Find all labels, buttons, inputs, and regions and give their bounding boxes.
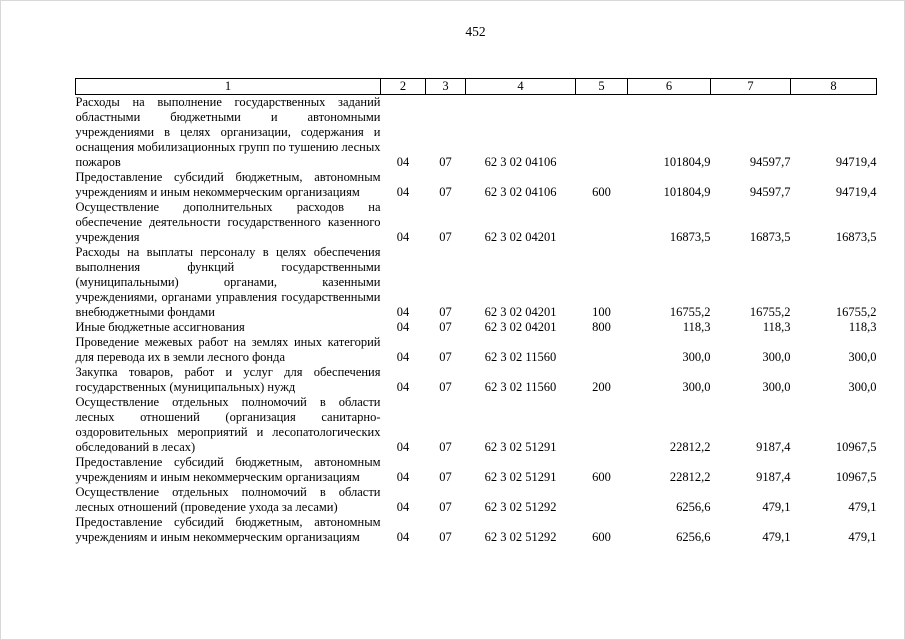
table-header bbox=[76, 79, 877, 95]
cell-expense-type-code bbox=[576, 395, 628, 455]
table-row bbox=[76, 335, 877, 365]
cell-description: Предоставление субсидий бюджетным, автономным учреждениям и иным некоммерческим организациям bbox=[75, 455, 381, 484]
cell-amount-2: 300,0 bbox=[762, 380, 791, 394]
column-header: 6 bbox=[628, 79, 711, 95]
cell-section-code: 04 bbox=[396, 470, 410, 484]
cell-amount-1: 16755,2 bbox=[669, 305, 711, 319]
cell-subsection-code: 07 bbox=[439, 185, 452, 199]
cell-amount-2: 16755,2 bbox=[749, 305, 791, 319]
column-header: 7 bbox=[711, 79, 791, 95]
table-row bbox=[76, 200, 877, 245]
cell-section-code: 04 bbox=[396, 440, 410, 454]
cell-subsection-code: 07 bbox=[439, 230, 452, 244]
cell-amount-3: 94719,4 bbox=[835, 185, 877, 199]
cell-amount-3: 118,3 bbox=[848, 320, 877, 334]
cell-subsection-code: 07 bbox=[439, 380, 452, 394]
cell-amount-2: 479,1 bbox=[762, 500, 791, 514]
cell-section-code: 04 bbox=[396, 185, 410, 199]
column-header: 8 bbox=[791, 79, 877, 95]
cell-amount-1: 6256,6 bbox=[676, 530, 711, 544]
cell-amount-1: 101804,9 bbox=[663, 155, 711, 169]
cell-description: Закупка товаров, работ и услуг для обеспечения государственных (муниципальных) нужд bbox=[75, 365, 381, 394]
table-row bbox=[76, 515, 877, 545]
table-row bbox=[76, 365, 877, 395]
cell-amount-1: 22812,2 bbox=[669, 440, 711, 454]
cell-expense-type-code: 600 bbox=[592, 530, 611, 544]
cell-subsection-code: 07 bbox=[439, 305, 452, 319]
cell-amount-1: 22812,2 bbox=[669, 470, 711, 484]
cell-section-code: 04 bbox=[396, 530, 410, 544]
cell-subsection-code: 07 bbox=[439, 350, 452, 364]
cell-amount-2: 94597,7 bbox=[749, 185, 791, 199]
table-row bbox=[76, 320, 877, 335]
cell-section-code: 04 bbox=[396, 500, 410, 514]
cell-expense-type-code: 100 bbox=[592, 305, 611, 319]
cell-amount-1: 101804,9 bbox=[663, 185, 711, 199]
column-header: 3 bbox=[426, 79, 466, 95]
cell-subsection-code: 07 bbox=[439, 320, 452, 334]
cell-expense-type-code bbox=[576, 95, 628, 171]
cell-description: Иные бюджетные ассигнования bbox=[75, 320, 245, 334]
cell-amount-1: 300,0 bbox=[682, 350, 711, 364]
cell-target-article-code: 62 3 02 04201 bbox=[484, 320, 557, 334]
table-row bbox=[76, 395, 877, 455]
cell-amount-1: 118,3 bbox=[682, 320, 711, 334]
table-row bbox=[76, 245, 877, 320]
cell-amount-3: 479,1 bbox=[848, 530, 877, 544]
cell-section-code: 04 bbox=[396, 305, 410, 319]
cell-description: Предоставление субсидий бюджетным, автономным учреждениям и иным некоммерческим организациям bbox=[75, 170, 381, 199]
cell-target-article-code: 62 3 02 04106 bbox=[484, 185, 557, 199]
cell-amount-3: 16755,2 bbox=[835, 305, 877, 319]
cell-section-code: 04 bbox=[396, 380, 410, 394]
cell-subsection-code: 07 bbox=[439, 500, 452, 514]
cell-expense-type-code: 200 bbox=[592, 380, 611, 394]
cell-section-code: 04 bbox=[396, 320, 410, 334]
cell-target-article-code: 62 3 02 04106 bbox=[484, 155, 557, 169]
table-body bbox=[76, 95, 877, 546]
table-row bbox=[76, 455, 877, 485]
cell-amount-3: 479,1 bbox=[848, 500, 877, 514]
cell-description: Предоставление субсидий бюджетным, автономным учреждениям и иным некоммерческим организациям bbox=[75, 515, 381, 544]
cell-amount-2: 9187,4 bbox=[756, 470, 791, 484]
cell-description: Осуществление дополнительных расходов на обеспечение деятельности государственного казенного учреждения bbox=[75, 200, 381, 244]
page-number: 452 bbox=[465, 24, 486, 39]
column-header: 5 bbox=[576, 79, 628, 95]
cell-amount-3: 10967,5 bbox=[835, 440, 877, 454]
column-header: 2 bbox=[381, 79, 426, 95]
cell-amount-2: 479,1 bbox=[762, 530, 791, 544]
cell-expense-type-code bbox=[576, 485, 628, 515]
cell-target-article-code: 62 3 02 11560 bbox=[484, 380, 557, 394]
cell-description: Расходы на выполнение государственных заданий областными бюджетными и автономными учреждениями в целях организации, содержания и оснащения мобилизационных групп по тушению лесных пожаров bbox=[75, 95, 381, 169]
cell-amount-2: 300,0 bbox=[762, 350, 791, 364]
cell-expense-type-code: 600 bbox=[592, 470, 611, 484]
table-row bbox=[76, 485, 877, 515]
cell-description: Проведение межевых работ на землях иных категорий для перевода их в земли лесного фонда bbox=[75, 335, 381, 364]
cell-amount-1: 16873,5 bbox=[669, 230, 711, 244]
cell-amount-2: 94597,7 bbox=[749, 155, 791, 169]
cell-section-code: 04 bbox=[396, 155, 410, 169]
cell-amount-2: 9187,4 bbox=[756, 440, 791, 454]
budget-table bbox=[75, 78, 877, 545]
cell-section-code: 04 bbox=[396, 230, 410, 244]
cell-description: Осуществление отдельных полномочий в области лесных отношений (организация санитарно-оздоровительных мероприятий и лесопатологических обследований в лесах) bbox=[75, 395, 381, 454]
cell-subsection-code: 07 bbox=[439, 470, 452, 484]
cell-amount-3: 300,0 bbox=[848, 380, 877, 394]
cell-target-article-code: 62 3 02 51291 bbox=[484, 440, 557, 454]
cell-target-article-code: 62 3 02 51291 bbox=[484, 470, 557, 484]
cell-expense-type-code bbox=[576, 200, 628, 245]
cell-target-article-code: 62 3 02 11560 bbox=[484, 350, 557, 364]
cell-subsection-code: 07 bbox=[439, 530, 452, 544]
cell-expense-type-code: 600 bbox=[592, 185, 611, 199]
cell-description: Осуществление отдельных полномочий в области лесных отношений (проведение ухода за лесами) bbox=[75, 485, 381, 514]
table-row bbox=[76, 170, 877, 200]
cell-amount-1: 300,0 bbox=[682, 380, 711, 394]
table-header-row bbox=[76, 79, 877, 95]
column-header: 1 bbox=[76, 79, 381, 95]
cell-amount-1: 6256,6 bbox=[676, 500, 711, 514]
cell-section-code: 04 bbox=[396, 350, 410, 364]
cell-amount-2: 118,3 bbox=[762, 320, 791, 334]
cell-amount-2: 16873,5 bbox=[749, 230, 791, 244]
cell-target-article-code: 62 3 02 51292 bbox=[484, 500, 557, 514]
cell-amount-3: 300,0 bbox=[848, 350, 877, 364]
table-row bbox=[76, 95, 877, 171]
column-header: 4 bbox=[466, 79, 576, 95]
cell-target-article-code: 62 3 02 04201 bbox=[484, 230, 557, 244]
cell-target-article-code: 62 3 02 51292 bbox=[484, 530, 557, 544]
cell-expense-type-code bbox=[576, 335, 628, 365]
cell-amount-3: 16873,5 bbox=[835, 230, 877, 244]
cell-amount-3: 94719,4 bbox=[835, 155, 877, 169]
cell-subsection-code: 07 bbox=[439, 440, 452, 454]
cell-subsection-code: 07 bbox=[439, 155, 452, 169]
cell-amount-3: 10967,5 bbox=[835, 470, 877, 484]
cell-expense-type-code: 800 bbox=[592, 320, 611, 334]
cell-description: Расходы на выплаты персоналу в целях обеспечения выполнения функций государственными (муниципальными) органами, казенными учреждениями, органами управления государственными внебюджетными фондами bbox=[75, 245, 381, 319]
cell-target-article-code: 62 3 02 04201 bbox=[484, 305, 557, 319]
